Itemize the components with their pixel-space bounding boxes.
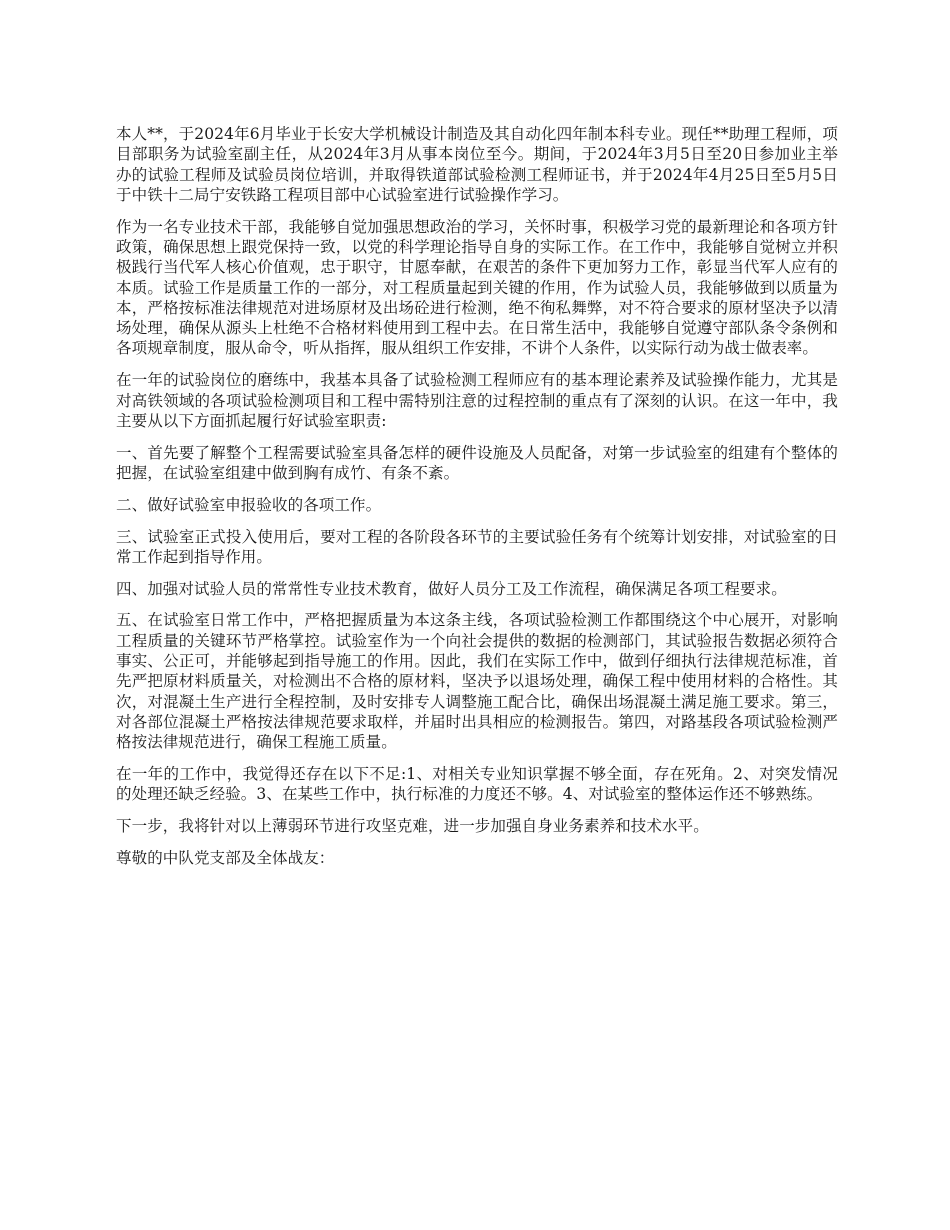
paragraph-next-step: 下一步，我将针对以上薄弱环节进行攻坚克难，进一步加强自身业务素养和技术水平。 <box>116 817 709 836</box>
paragraph-duty-5: 五、在试验室日常工作中，严格把握质量为本这条主线，各项试验检测工作都围绕这个中心展开，对影响工程质量的关键环节严格掌控。试验室作为一个向社会提供的数据的检测部门，其试验报告数据必须符合事实、公正可，并能够起到指导施工的作用。因此，我们在实际工作中，做到仔细执行法律规范标准，首先严把原材料质量关，对检测出不合格的原材料，坚决予以退场处理，确保工程中使用材料的合格性。其次，对混凝土生产进行全程控制，及时安排专人调整施工配合比，确保出场混凝土满足施工要求。第三，对各部位混凝土严格按法律规范要求取样，并届时出具相应的检测报告。第四，对路基段各项试验检测严格按法律规范进行，确保工程施工质量。 <box>116 611 838 752</box>
paragraph-duty-3: 三、试验室正式投入使用后，要对工程的各阶段各环节的主要试验任务有个统筹计划安排，对试验室的日常工作起到指导作用。 <box>116 527 838 566</box>
paragraph-intro: 本人**，于2024年6月毕业于长安大学机械设计制造及其自动化四年制本科专业。现任**助理工程师，项目部职务为试验室副主任，从2024年3月从事本岗位至今。期间，于2024年3月5日至20日参加业主举办的试验工程师及试验员岗位培训，并取得铁道部试验检测工程师证书，并于2024年4月25日至5月5日于中铁十二局宁安铁路工程项目部中心试验室进行试验操作学习。 <box>116 125 838 204</box>
paragraph-duty-4: 四、加强对试验人员的常常性专业技术教育，做好人员分工及工作流程，确保满足各项工程要求。 <box>116 579 787 598</box>
paragraph-year-summary: 在一年的试验岗位的磨练中，我基本具备了试验检测工程师应有的基本理论素养及试验操作能力，尤其是对高铁领域的各项试验检测项目和工程中需特别注意的过程控制的重点有了深刻的认识。在这一年中，我主要从以下方面抓起履行好试验室职责: <box>116 371 838 430</box>
paragraph-salutation: 尊敬的中队党支部及全体战友： <box>116 848 335 867</box>
paragraph-shortcomings: 在一年的工作中，我觉得还存在以下不足:1、对相关专业知识掌握不够全面，存在死角。2、对突发情况的处理还缺乏经验。3、在某些工作中，执行标准的力度还不够。4、对试验室的整体运作还不够熟练。 <box>116 765 838 804</box>
paragraph-duty-2: 二、做好试验室申报验收的各项工作。 <box>116 495 382 514</box>
paragraph-duty-1: 一、首先要了解整个工程需要试验室具备怎样的硬件设施及人员配备，对第一步试验室的组建有个整体的把握，在试验室组建中做到胸有成竹、有条不紊。 <box>116 443 838 482</box>
paragraph-political-study: 作为一名专业技术干部，我能够自觉加强思想政治的学习，关怀时事，积极学习党的最新理论和各项方针政策，确保思想上跟党保持一致，以党的科学理论指导自身的实际工作。在工作中，我能够自觉树立并积极践行当代军人核心价值观，忠于职守，甘愿奉献，在艰苦的条件下更加努力工作，彰显当代军人应有的本质。试验工作是质量工作的一部分，对工程质量起到关键的作用，作为试验人员，我能够做到以质量为本，严格按标准法律规范对进场原材及出场砼进行检测，绝不徇私舞弊，对不符合要求的原材坚决予以清场处理，确保从源头上杜绝不合格材料使用到工程中去。在日常生活中，我能够自觉遵守部队条令条例和各项规章制度，服从命令，听从指挥，服从组织工作安排，不讲个人条件，以实际行动为战士做表率。 <box>116 217 838 358</box>
document-body <box>116 124 838 880</box>
